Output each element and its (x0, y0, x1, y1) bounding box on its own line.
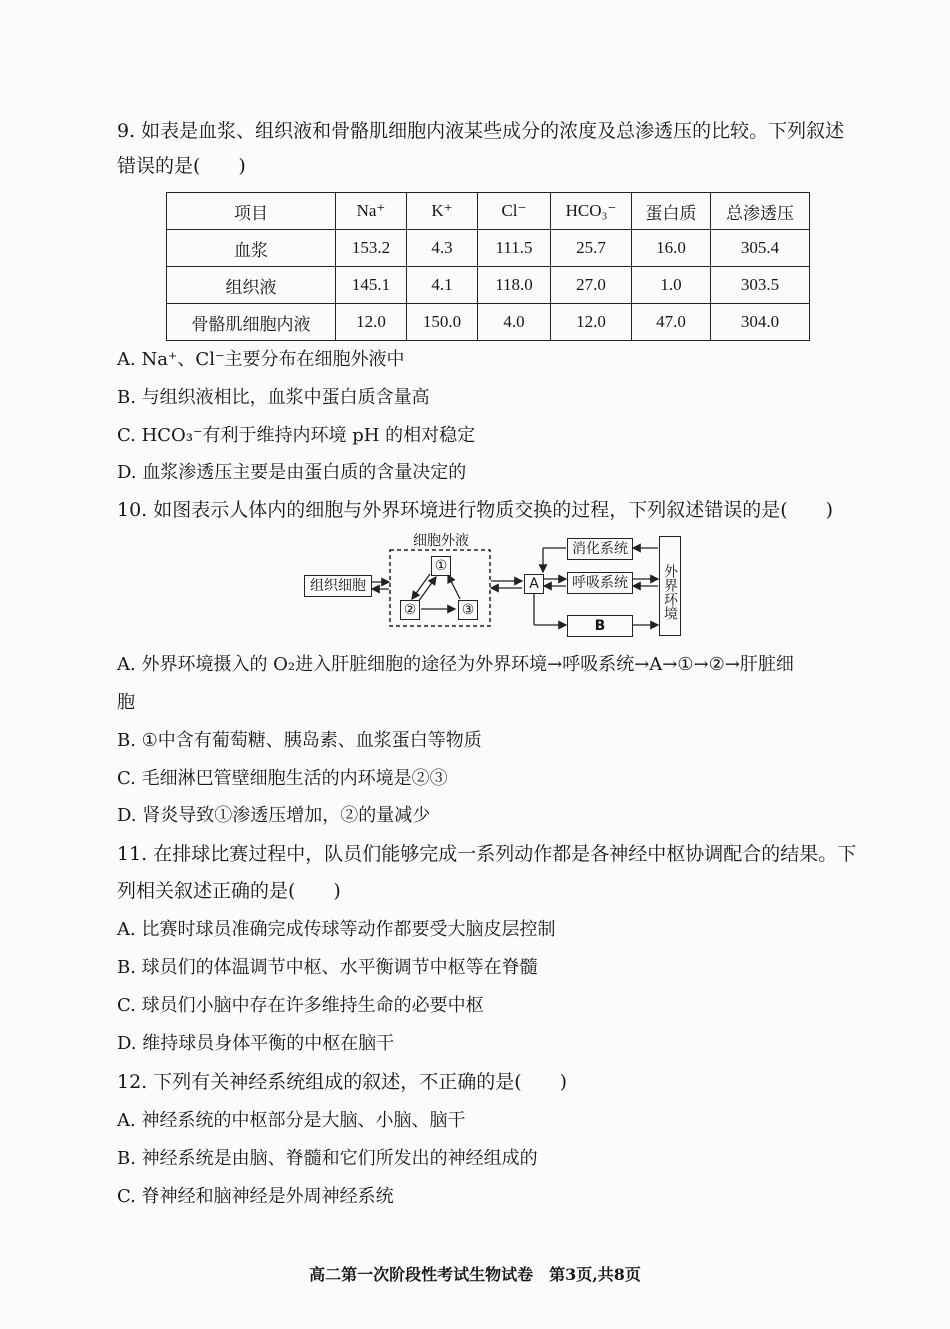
cell: 118.0 (478, 267, 551, 304)
q11-option-d: D. 维持球员身体平衡的中枢在脑干 (117, 1033, 395, 1054)
q10-option-b: B. ①中含有葡萄糖、胰岛素、血浆蛋白等物质 (117, 730, 482, 751)
cell: 16.0 (632, 230, 711, 267)
header-hco3: HCO₃⁻ (551, 193, 632, 230)
cell: 4.3 (407, 230, 478, 267)
arrow-3-to-1 (448, 575, 460, 599)
cell: 303.5 (711, 267, 810, 304)
cell: 304.0 (711, 304, 810, 341)
q10-option-a-line2: 胞 (117, 692, 135, 713)
cell: 1.0 (632, 267, 711, 304)
cell: 4.1 (407, 267, 478, 304)
tissue-cell-box: 组织细胞 (304, 575, 372, 597)
cell: 150.0 (407, 304, 478, 341)
cell: 153.2 (336, 230, 407, 267)
table-row (167, 267, 810, 304)
cell: 145.1 (336, 267, 407, 304)
digestive-system-box: 消化系统 (567, 538, 633, 560)
q11-option-b: B. 球员们的体温调节中枢、水平衡调节中枢等在脊髓 (117, 957, 538, 978)
cell: 12.0 (336, 304, 407, 341)
q12-stem: 12. 下列有关神经系统组成的叙述，不正确的是( ) (117, 1071, 568, 1093)
cell: 组织液 (167, 267, 336, 304)
q9-option-a: A. Na⁺、Cl⁻主要分布在细胞外液中 (117, 349, 405, 370)
node-1: ① (431, 556, 451, 576)
cell: 27.0 (551, 267, 632, 304)
cell: 4.0 (478, 304, 551, 341)
q9-option-b: B. 与组织液相比，血浆中蛋白质含量高 (117, 387, 430, 408)
node-a: A (524, 574, 544, 594)
table-header-row (167, 193, 810, 230)
q10-option-d: D. 肾炎导致①渗透压增加，②的量减少 (117, 805, 431, 826)
q12-option-c: C. 脊神经和脑神经是外周神经系统 (117, 1186, 394, 1207)
header-cl: Cl⁻ (478, 193, 551, 230)
q9-option-d: D. 血浆渗透压主要是由蛋白质的含量决定的 (117, 462, 467, 483)
q11-option-a: A. 比赛时球员准确完成传球等动作都要受大脑皮层控制 (117, 919, 556, 940)
q10-stem: 10. 如图表示人体内的细胞与外界环境进行物质交换的过程，下列叙述错误的是( ) (117, 499, 834, 521)
node-2: ② (400, 600, 420, 620)
header-item: 项目 (167, 193, 336, 230)
node-b: B (567, 615, 633, 637)
q11-stem-line1: 11. 在排球比赛过程中，队员们能够完成一系列动作都是各神经中枢协调配合的结果。下 (117, 843, 857, 865)
q11-option-c: C. 球员们小脑中存在许多维持生命的必要中枢 (117, 995, 484, 1016)
cell: 47.0 (632, 304, 711, 341)
q10-diagram (300, 532, 700, 642)
cell: 血浆 (167, 230, 336, 267)
q12-option-a: A. 神经系统的中枢部分是大脑、小脑、脑干 (117, 1110, 466, 1131)
table-row (167, 230, 810, 267)
extracellular-label: 细胞外液 (413, 533, 469, 549)
table-row (167, 304, 810, 341)
cell: 111.5 (478, 230, 551, 267)
q12-option-b: B. 神经系统是由脑、脊髓和它们所发出的神经组成的 (117, 1148, 538, 1169)
node-3: ③ (458, 600, 478, 620)
respiratory-system-box: 呼吸系统 (567, 572, 633, 594)
q11-stem-line2: 列相关叙述正确的是( ) (117, 880, 341, 902)
cell: 305.4 (711, 230, 810, 267)
header-protein: 蛋白质 (632, 193, 711, 230)
cell: 25.7 (551, 230, 632, 267)
header-osmotic: 总渗透压 (711, 193, 810, 230)
arrow-1-to-2 (412, 574, 430, 599)
q10-option-c: C. 毛细淋巴管壁细胞生活的内环境是②③ (117, 768, 448, 789)
q9-option-c: C. HCO₃⁻有利于维持内环境 pH 的相对稳定 (117, 425, 476, 446)
header-na: Na⁺ (336, 193, 407, 230)
outer-environment-box: 外界环境 (659, 536, 681, 636)
q9-stem-line1: 9. 如表是血浆、组织液和骨骼肌细胞内液某些成分的浓度及总渗透压的比较。下列叙述 (117, 120, 845, 142)
q9-table (166, 192, 810, 341)
cell: 12.0 (551, 304, 632, 341)
q9-stem-line2: 错误的是( ) (117, 155, 246, 177)
header-k: K⁺ (407, 193, 478, 230)
cell: 骨骼肌细胞内液 (167, 304, 336, 341)
arrow-2-to-1 (418, 577, 436, 602)
q10-option-a-line1: A. 外界环境摄入的 O₂进入肝脏细胞的途径为外界环境→呼吸系统→A→①→②→肝脏细 (117, 654, 794, 675)
page-footer: 高二第一次阶段性考试生物试卷 第3页,共8页 (309, 1265, 641, 1284)
